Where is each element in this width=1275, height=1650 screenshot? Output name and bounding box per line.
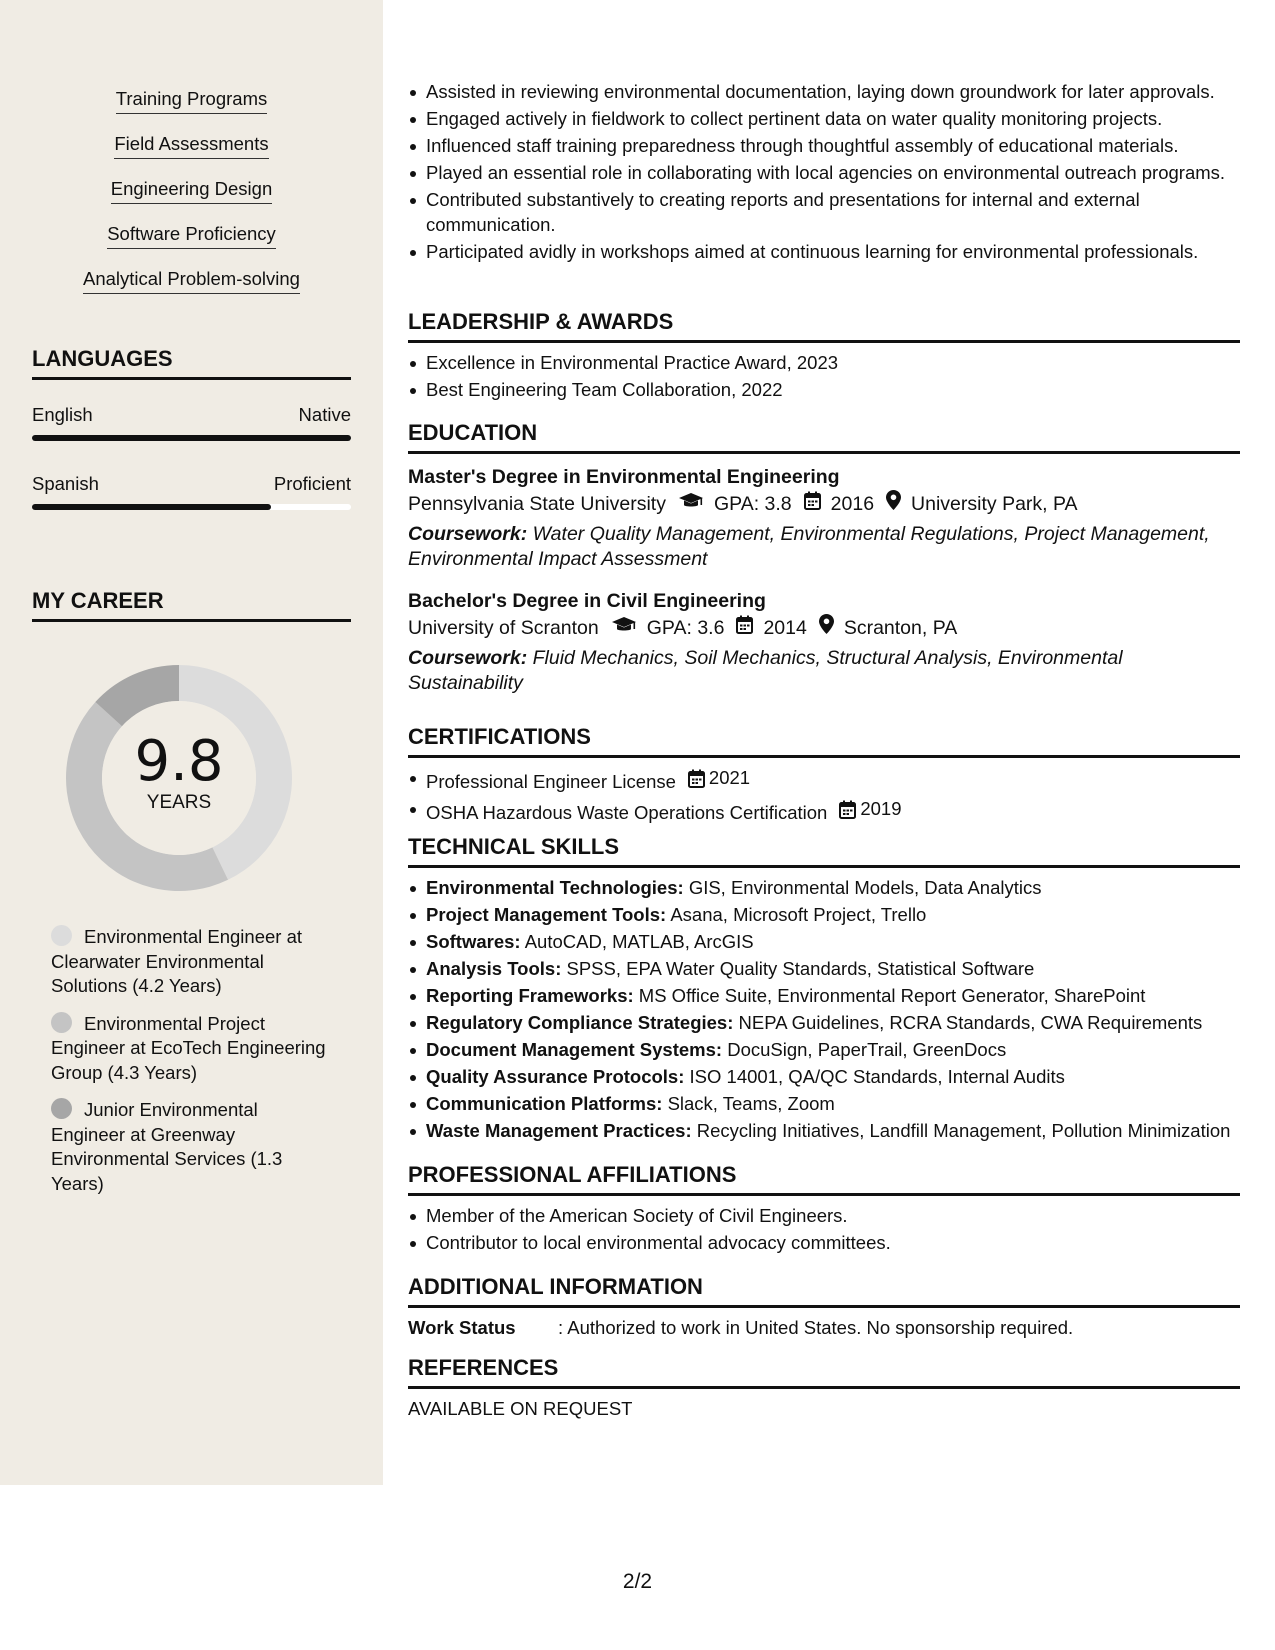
school-name: Pennsylvania State University <box>408 493 666 515</box>
graduation-cap-icon <box>611 614 637 642</box>
location-pin-icon <box>886 490 901 518</box>
list-item: Professional Engineer License 2021 <box>408 766 1240 794</box>
calendar-icon <box>688 769 705 788</box>
list-item: Softwares: AutoCAD, MATLAB, ArcGIS <box>408 930 1240 955</box>
language-level: Native <box>298 404 351 425</box>
language-english <box>32 403 351 441</box>
school-name: University of Scranton <box>408 617 599 639</box>
gpa: GPA: 3.8 <box>713 493 792 515</box>
experience-section <box>408 80 1240 267</box>
affiliations-section <box>408 1162 1240 1258</box>
language-bar-fill <box>32 435 351 441</box>
degree-title: Master's Degree in Environmental Engineering <box>408 466 840 488</box>
references-text: AVAILABLE ON REQUEST <box>408 1398 633 1419</box>
list-item: Contributed substantively to creating reports and presentations for internal and external communication. <box>408 188 1240 237</box>
calendar-icon <box>736 614 753 642</box>
career-item: Environmental Engineer at Clearwater Environmental Solutions (4.2 Years) <box>51 926 303 996</box>
education-entry <box>408 588 1240 695</box>
experience-bullets <box>408 80 1240 264</box>
list-item: Reporting Frameworks: MS Office Suite, Environmental Report Generator, SharePoint <box>408 984 1240 1009</box>
list-item: Quality Assurance Protocols: ISO 14001, QA/QC Standards, Internal Audits <box>408 1065 1240 1090</box>
gpa: GPA: 3.6 <box>646 617 725 639</box>
location-pin-icon <box>819 614 834 642</box>
section-heading: REFERENCES <box>408 1355 1240 1389</box>
language-name: English <box>32 404 93 425</box>
references-section <box>408 1355 1240 1421</box>
section-heading: PROFESSIONAL AFFILIATIONS <box>408 1162 1240 1196</box>
graduation-year: 2016 <box>830 493 875 515</box>
skill-item: Field Assessments <box>32 132 351 161</box>
list-item: Member of the American Society of Civil Engineers. <box>408 1204 1240 1229</box>
main-content <box>408 0 1240 1485</box>
education-section <box>408 420 1240 695</box>
list-item: Assisted in reviewing environmental documentation, laying down groundwork for later approvals. <box>408 80 1240 105</box>
skill-item: Analytical Problem-solving <box>32 267 351 296</box>
list-item: Best Engineering Team Collaboration, 2022 <box>408 378 1240 403</box>
section-heading: LEADERSHIP & AWARDS <box>408 309 1240 343</box>
list-item: Influenced staff training preparedness through thoughtful assembly of educational materials. <box>408 134 1240 159</box>
career-item: Junior Environmental Engineer at Greenway Environmental Services (1.3 Years) <box>51 1099 283 1194</box>
language-spanish <box>32 472 351 510</box>
list-item: Waste Management Practices: Recycling Initiatives, Landfill Management, Pollution Minimization <box>408 1119 1240 1144</box>
list-item: Communication Platforms: Slack, Teams, Zoom <box>408 1092 1240 1117</box>
career-total: 9.8 <box>134 729 224 794</box>
degree-title: Bachelor's Degree in Civil Engineering <box>408 590 766 612</box>
list-item: Engaged actively in fieldwork to collect pertinent data on water quality monitoring projects. <box>408 107 1240 132</box>
career-list <box>51 925 336 1209</box>
list-item: Environmental Technologies: GIS, Environmental Models, Data Analytics <box>408 876 1240 901</box>
list-item: Contributor to local environmental advocacy committees. <box>408 1231 1240 1256</box>
education-entry <box>408 464 1240 571</box>
skills-list <box>32 87 351 312</box>
legend-dot <box>51 925 72 946</box>
skill-item: Training Programs <box>32 87 351 116</box>
school-location: University Park, PA <box>911 493 1078 515</box>
career-unit: YEARS <box>146 792 212 813</box>
school-location: Scranton, PA <box>843 617 958 639</box>
legend-dot <box>51 1012 72 1033</box>
leadership-section <box>408 309 1240 405</box>
career-donut <box>66 665 292 891</box>
list-item: Analysis Tools: SPSS, EPA Water Quality Standards, Statistical Software <box>408 957 1240 982</box>
coursework: Coursework: Fluid Mechanics, Soil Mechanics, Structural Analysis, Environmental Sustainability <box>408 647 1123 694</box>
work-status-value: : Authorized to work in United States. No sponsorship required. <box>558 1317 1074 1338</box>
graduation-cap-icon <box>678 490 704 518</box>
coursework: Coursework: Water Quality Management, Environmental Regulations, Project Management, Environmental Impact Assessment <box>408 523 1210 570</box>
list-item: Regulatory Compliance Strategies: NEPA Guidelines, RCRA Standards, CWA Requirements <box>408 1011 1240 1036</box>
section-heading: TECHNICAL SKILLS <box>408 834 1240 868</box>
legend-dot <box>51 1098 72 1119</box>
certifications-section <box>408 724 1240 828</box>
list-item: Project Management Tools: Asana, Microsoft Project, Trello <box>408 903 1240 928</box>
career-heading: MY CAREER <box>32 588 351 622</box>
language-level: Proficient <box>273 473 351 494</box>
career-item: Environmental Project Engineer at EcoTech Engineering Group (4.3 Years) <box>51 1012 326 1083</box>
list-item: Participated avidly in workshops aimed at continuous learning for environmental professionals. <box>408 240 1240 265</box>
language-bar <box>32 504 351 510</box>
page-number: 2/2 <box>622 1570 653 1593</box>
language-name: Spanish <box>32 473 99 494</box>
section-heading: CERTIFICATIONS <box>408 724 1240 758</box>
list-item: Document Management Systems: DocuSign, PaperTrail, GreenDocs <box>408 1038 1240 1063</box>
calendar-icon <box>839 800 856 819</box>
skill-item: Engineering Design <box>32 177 351 206</box>
skill-item: Software Proficiency <box>32 222 351 251</box>
work-status-label: Work Status <box>408 1317 516 1338</box>
technical-skills-section <box>408 834 1240 1146</box>
sidebar <box>0 0 383 1485</box>
list-item: OSHA Hazardous Waste Operations Certification 2019 <box>408 797 1240 825</box>
section-heading: ADDITIONAL INFORMATION <box>408 1274 1240 1308</box>
list-item: Played an essential role in collaborating with local agencies on environmental outreach programs. <box>408 161 1240 186</box>
graduation-year: 2014 <box>763 617 807 639</box>
list-item: Excellence in Environmental Practice Award, 2023 <box>408 351 1240 376</box>
languages-heading: LANGUAGES <box>32 346 351 380</box>
language-bar-fill <box>32 504 271 510</box>
language-bar <box>32 435 351 441</box>
section-heading: EDUCATION <box>408 420 1240 454</box>
calendar-icon <box>804 490 821 518</box>
additional-info-section <box>408 1274 1240 1340</box>
